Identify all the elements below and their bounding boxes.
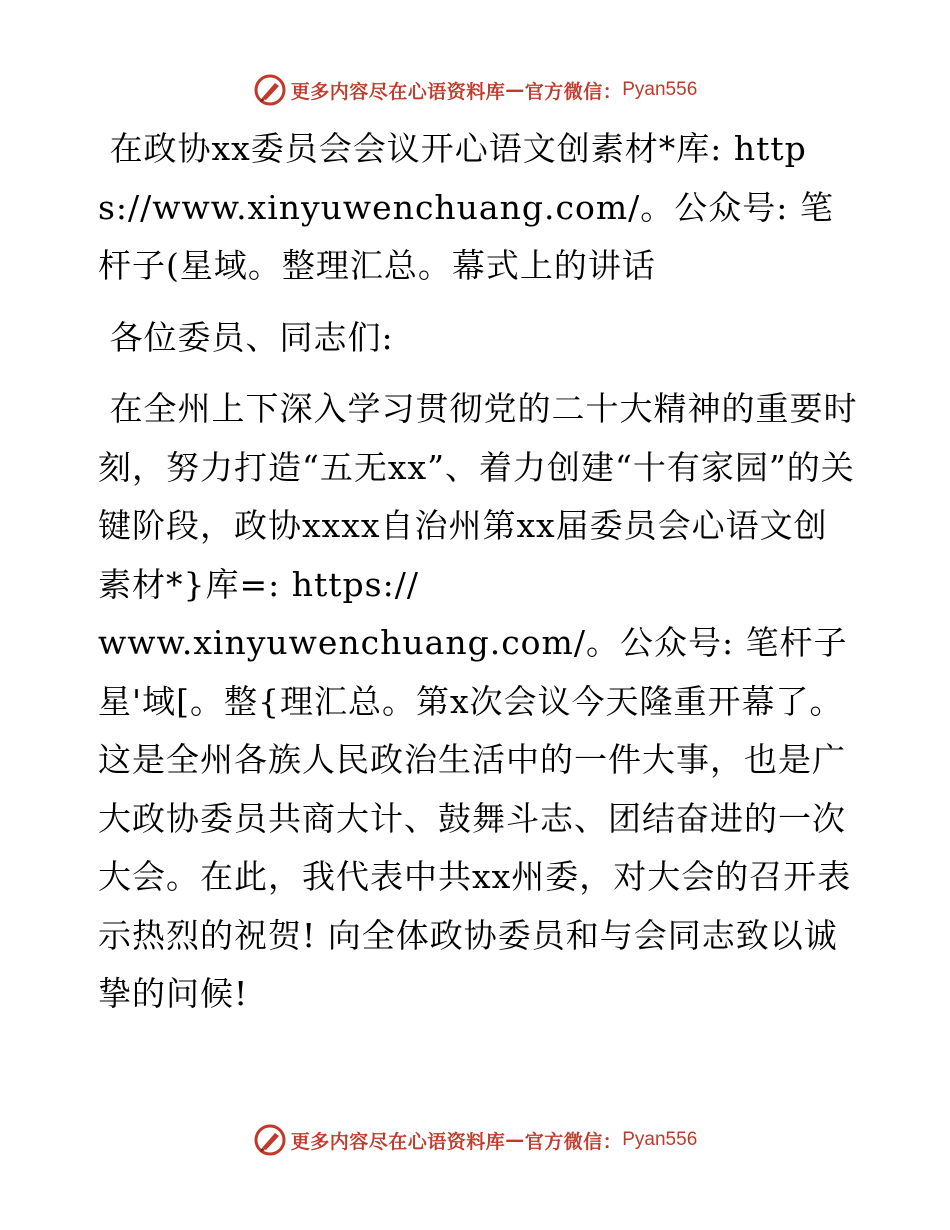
watermark-footer	[0, 1120, 950, 1160]
paragraph-body: 在全州上下深入学习贯彻党的二十大精神的重要时刻，努力打造“五无xx”、着力创建“十有家园”的关键阶段，政协xxxx自治州第xx届委员会心语文创素材*}库=: https:// www.xinyuwenchuang.com/。公众号: 笔杆子星'域[。整{理汇总。第x次会议今天隆重开幕了。这是全州各族人民政治生活中的一件大事，也是广大政协委员共商大计、鼓舞斗志、团结奋进的一次大会。在此，我代表中共xx州委，对大会的召开表示热烈的祝贺! 向全体政协委员和与会同志致以诚挚的问候!	[98, 389, 858, 1013]
watermark-contact: Pyan556	[622, 79, 698, 100]
watermark-separator: —	[505, 79, 525, 101]
document-body	[98, 120, 858, 1024]
watermark-text: 更多内容尽在心语资料库	[290, 1130, 506, 1153]
watermark-label: 官方微信：	[524, 1130, 623, 1153]
watermark-contact: Pyan556	[622, 1129, 698, 1150]
paragraph-salutation: 各位委员、同志们:	[98, 317, 394, 357]
watermark-label: 官方微信：	[524, 80, 623, 103]
pen-logo-icon	[253, 1123, 287, 1157]
watermark-separator: —	[505, 1129, 525, 1151]
watermark-header	[0, 70, 950, 110]
watermark-text: 更多内容尽在心语资料库	[290, 80, 506, 103]
pen-logo-icon	[253, 73, 287, 107]
paragraph-title: 在政协xx委员会会议开心语文创素材*库: https://www.xinyuwenchuang.com/。公众号: 笔杆子(星域。整理汇总。幕式上的讲话	[98, 129, 834, 285]
